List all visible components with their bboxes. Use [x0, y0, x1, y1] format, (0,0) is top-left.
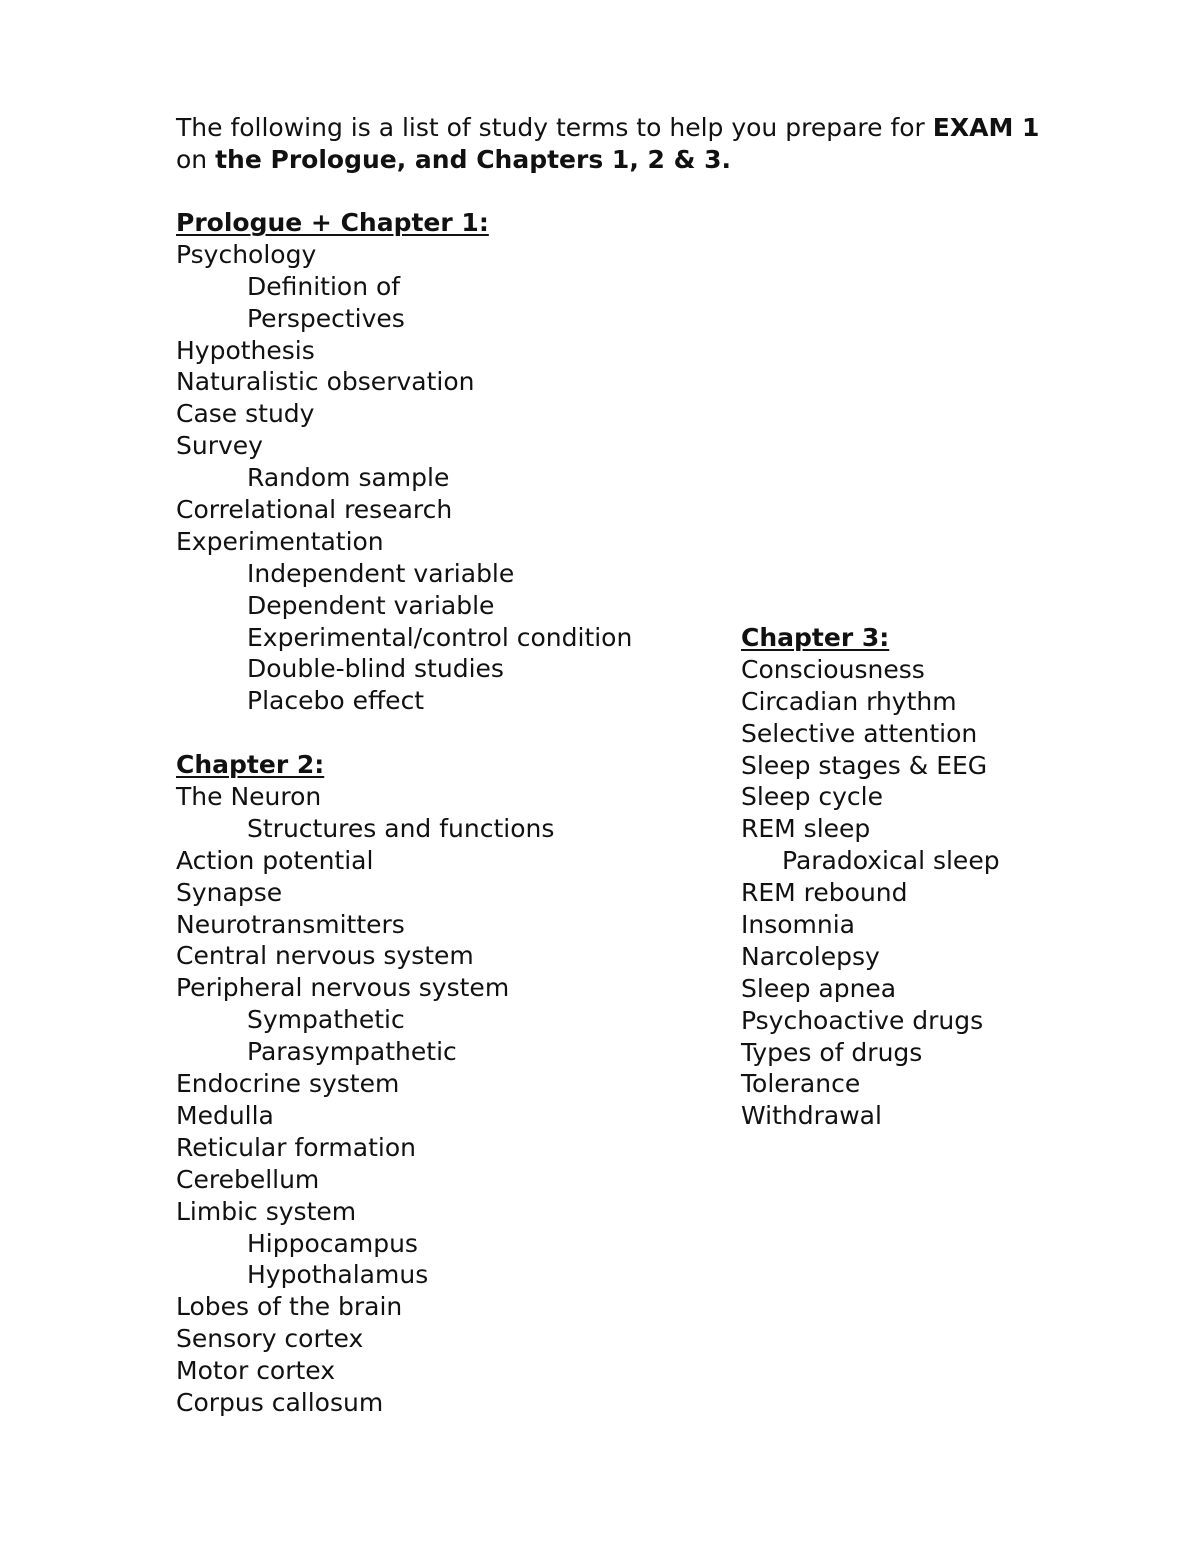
right-term-column: [741, 622, 1161, 1132]
study-term: Correlational research: [176, 495, 453, 525]
study-term: Motor cortex: [176, 1356, 336, 1386]
study-term: Survey: [176, 431, 263, 461]
study-term: Narcolepsy: [741, 941, 880, 971]
section-heading: Prologue + Chapter 1:: [176, 208, 489, 237]
study-term: Circadian rhythm: [741, 686, 957, 716]
study-term: Naturalistic observation: [176, 367, 475, 397]
intro-chapters: the Prologue, and Chapters 1, 2 & 3.: [215, 145, 732, 174]
sub-term: Independent variable: [247, 558, 515, 588]
study-term: Sleep cycle: [741, 782, 884, 812]
intro-text: The following is a list of study terms to help you prepare for: [176, 113, 933, 142]
sub-term: Paradoxical sleep: [782, 846, 1000, 876]
study-term: Sleep stages & EEG: [741, 750, 988, 780]
study-term: Endocrine system: [176, 1069, 400, 1099]
sub-term: Sympathetic: [247, 1005, 405, 1035]
sub-term: Double-blind studies: [247, 654, 504, 684]
section-heading: Chapter 3:: [741, 623, 890, 652]
section-heading: Chapter 2:: [176, 750, 325, 780]
study-term: Sleep apnea: [741, 973, 897, 1003]
study-term: Withdrawal: [741, 1101, 882, 1131]
study-term: Corpus callosum: [176, 1387, 384, 1417]
study-term: REM sleep: [741, 814, 871, 844]
study-term: Medulla: [176, 1100, 274, 1130]
study-term: Limbic system: [176, 1196, 357, 1226]
study-term: Peripheral nervous system: [176, 973, 510, 1003]
sub-term: Hippocampus: [247, 1228, 418, 1258]
study-term: Cerebellum: [176, 1164, 320, 1194]
study-term: Consciousness: [741, 654, 925, 684]
intro-text-2: on: [176, 145, 216, 174]
study-term: Psychoactive drugs: [741, 1005, 984, 1035]
sub-term: Dependent variable: [247, 590, 495, 620]
study-term: Action potential: [176, 845, 374, 875]
study-term: Neurotransmitters: [176, 909, 405, 939]
sub-term: Random sample: [247, 463, 450, 493]
study-term: Synapse: [176, 877, 283, 907]
study-term: Psychology: [176, 239, 317, 269]
study-term: Central nervous system: [176, 941, 474, 971]
study-term: Hypothesis: [176, 335, 315, 365]
study-term: Types of drugs: [741, 1037, 923, 1067]
sub-term: Hypothalamus: [247, 1260, 429, 1290]
study-term: Tolerance: [741, 1069, 861, 1099]
sub-term: Perspectives: [247, 303, 405, 333]
study-term: Selective attention: [741, 718, 978, 748]
study-term: REM rebound: [741, 878, 908, 908]
study-term: Reticular formation: [176, 1132, 416, 1162]
left-term-column: [176, 207, 696, 1419]
sub-term: Placebo effect: [247, 686, 425, 716]
study-term: Case study: [176, 399, 315, 429]
intro-exam-label: EXAM 1: [932, 113, 1040, 142]
intro-paragraph: [176, 112, 1076, 176]
study-term: The Neuron: [176, 782, 322, 812]
sub-term: Definition of: [247, 271, 401, 301]
spacer: [176, 717, 696, 749]
study-term: Lobes of the brain: [176, 1292, 403, 1322]
sub-term: Experimental/control condition: [247, 622, 633, 652]
sub-term: Parasympathetic: [247, 1037, 457, 1067]
study-term: Insomnia: [741, 910, 856, 940]
study-term: Experimentation: [176, 526, 384, 556]
study-term: Sensory cortex: [176, 1324, 364, 1354]
sub-term: Structures and functions: [247, 813, 555, 843]
